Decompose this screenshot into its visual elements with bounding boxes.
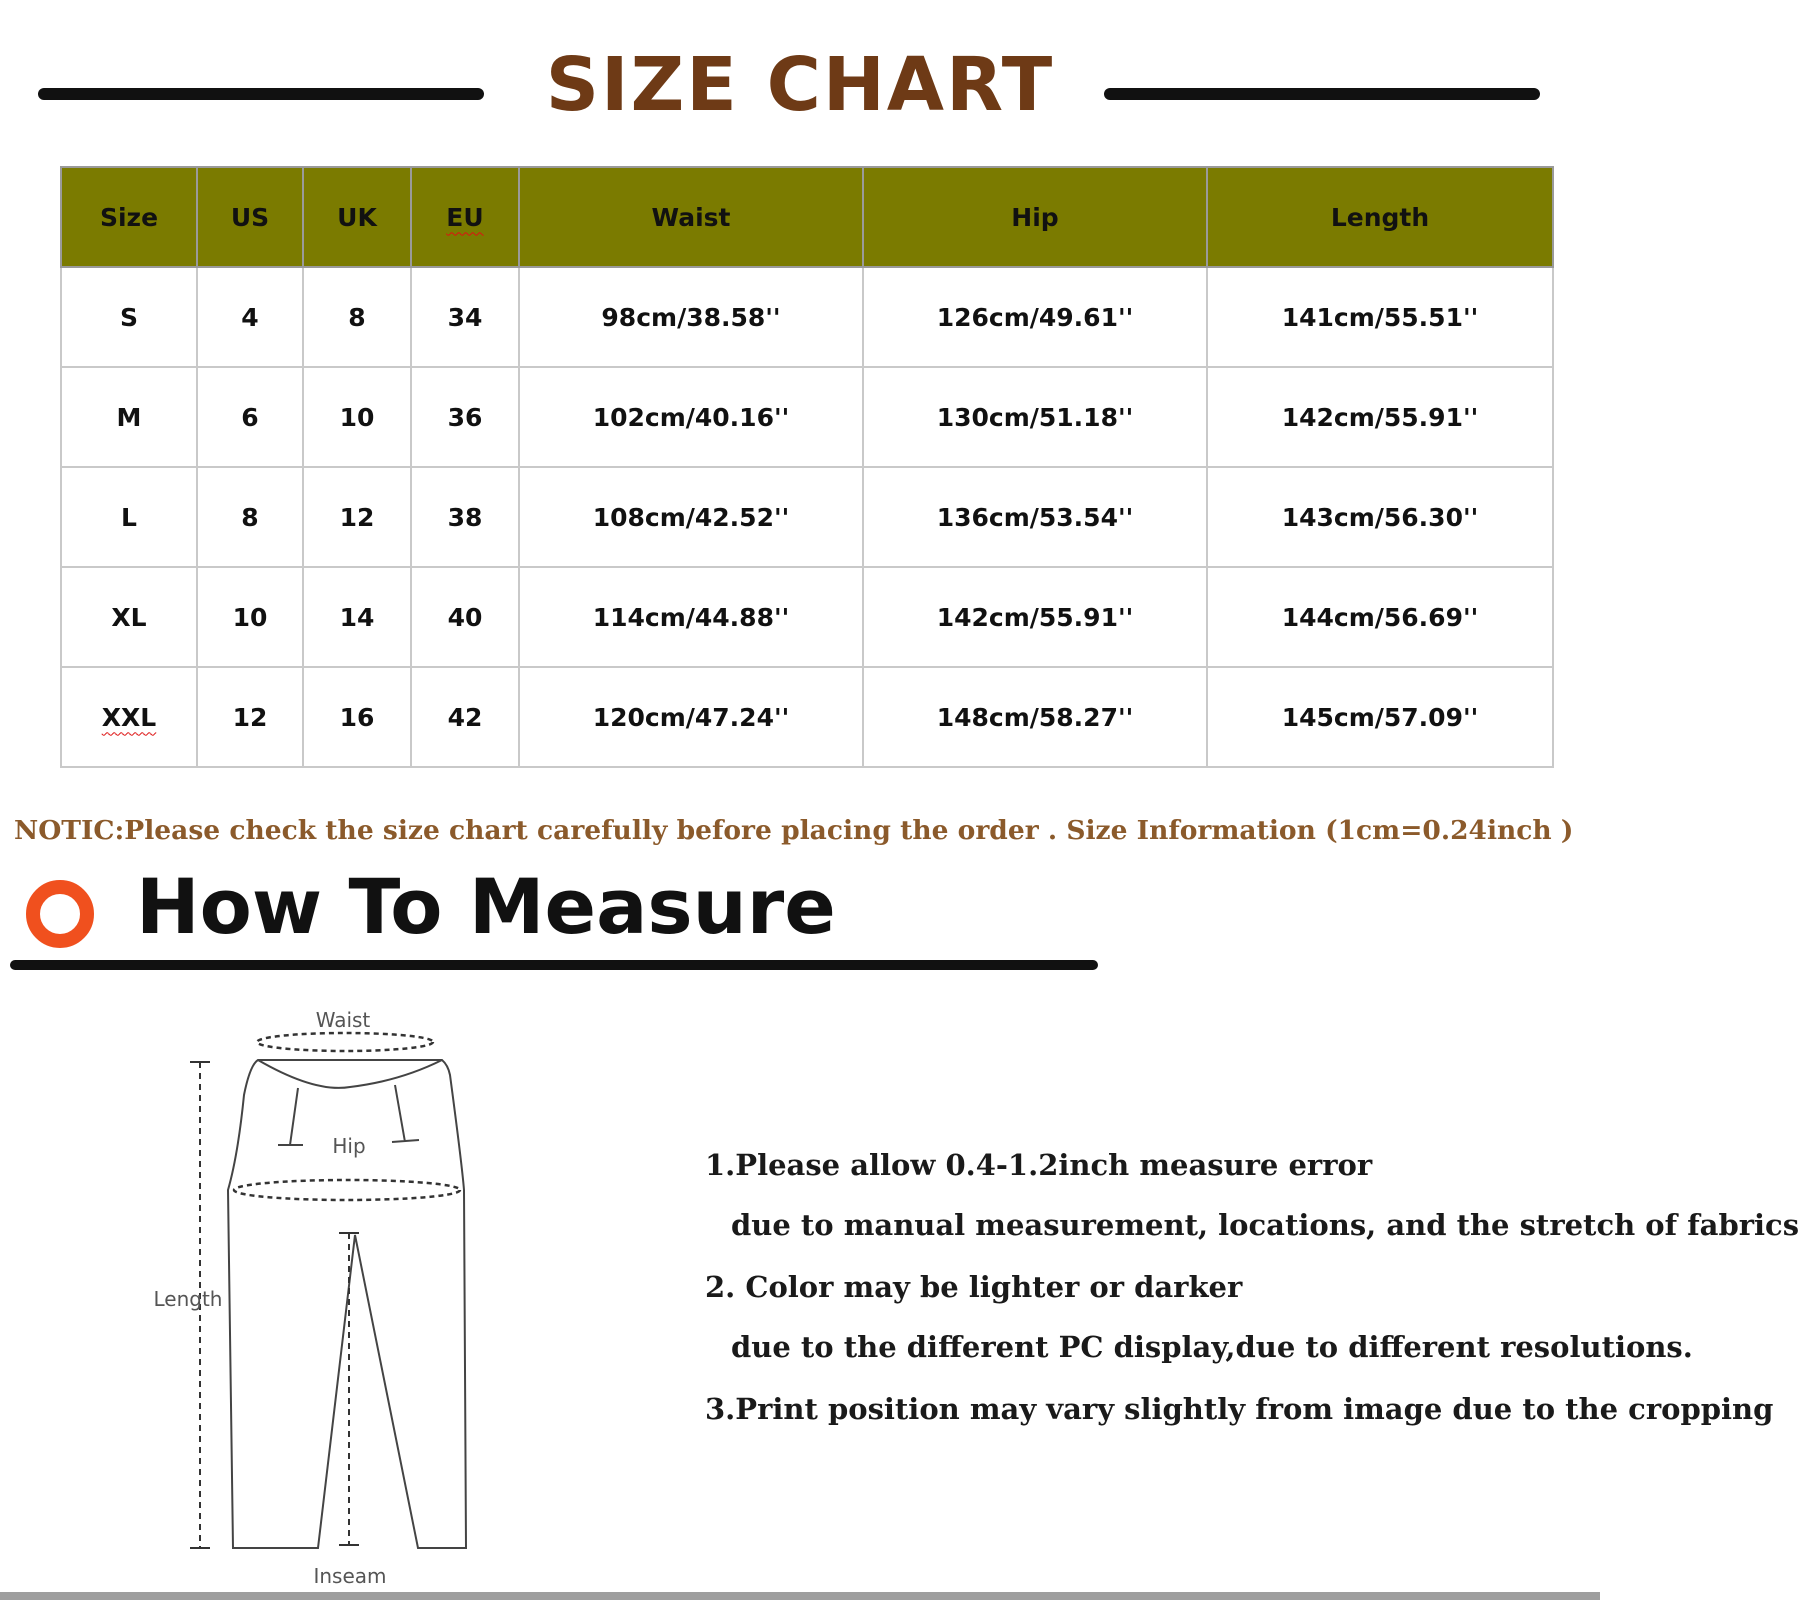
- cell-size: M: [61, 367, 197, 467]
- pocket-left-line: [278, 1088, 303, 1145]
- cell-hip: 148cm/58.27'': [863, 667, 1207, 767]
- cell-hip: 142cm/55.91'': [863, 567, 1207, 667]
- cell-size: S: [61, 267, 197, 367]
- pants-diagram: [140, 1005, 480, 1590]
- cell-eu: 36: [411, 367, 519, 467]
- waist-label: Waist: [315, 1008, 371, 1032]
- cell-eu: 42: [411, 667, 519, 767]
- cell-hip: 126cm/49.61'': [863, 267, 1207, 367]
- measure-rule: [10, 960, 1098, 970]
- hip-measure-line: [234, 1180, 460, 1200]
- table-row: [61, 667, 1553, 767]
- cell-length: 145cm/57.09'': [1207, 667, 1553, 767]
- cell-us: 4: [197, 267, 303, 367]
- cell-uk: 12: [303, 467, 411, 567]
- column-header-hip: Hip: [863, 167, 1207, 267]
- cell-hip: 136cm/53.54'': [863, 467, 1207, 567]
- cell-hip: 130cm/51.18'': [863, 367, 1207, 467]
- column-header-uk: UK: [303, 167, 411, 267]
- cell-eu: 40: [411, 567, 519, 667]
- cell-size-label: XXL: [101, 702, 157, 732]
- note-1-line-2: due to manual measurement, locations, and the stretch of fabrics: [731, 1208, 1799, 1242]
- waist-measure-line: [257, 1033, 433, 1051]
- column-header-eu: [411, 167, 519, 267]
- cell-length: 142cm/55.91'': [1207, 367, 1553, 467]
- note-1-line-1: 1.Please allow 0.4-1.2inch measure error: [705, 1148, 1373, 1182]
- table-header-row: [61, 167, 1553, 267]
- table-row: [61, 467, 1553, 567]
- how-to-measure-heading: How To Measure: [136, 862, 836, 951]
- list-item: [705, 1270, 1693, 1364]
- cell-waist: 120cm/47.24'': [519, 667, 863, 767]
- cell-us: 12: [197, 667, 303, 767]
- cell-eu: 38: [411, 467, 519, 567]
- note-2-line-1: 2. Color may be lighter or darker: [705, 1270, 1243, 1304]
- list-item: [705, 1392, 1774, 1426]
- column-header-eu-label: EU: [446, 202, 484, 232]
- pocket-right-line: [392, 1085, 419, 1142]
- waistband-line: [258, 1060, 442, 1088]
- bottom-border: [0, 1592, 1600, 1600]
- cell-eu: 34: [411, 267, 519, 367]
- cell-uk: 10: [303, 367, 411, 467]
- notes-list: [705, 1148, 1799, 1454]
- note-3-line-1: 3.Print position may vary slightly from image due to the cropping: [705, 1392, 1774, 1426]
- cell-uk: 8: [303, 267, 411, 367]
- inseam-label: Inseam: [313, 1564, 387, 1588]
- cell-us: 8: [197, 467, 303, 567]
- column-header-size: Size: [61, 167, 197, 267]
- ring-icon: [26, 880, 94, 948]
- hip-label: Hip: [332, 1134, 366, 1158]
- title-rule-right: [1104, 88, 1540, 100]
- cell-length: 141cm/55.51'': [1207, 267, 1553, 367]
- column-header-length: Length: [1207, 167, 1553, 267]
- cell-size: XL: [61, 567, 197, 667]
- title-rule-left: [38, 88, 484, 100]
- table-row: [61, 267, 1553, 367]
- cell-waist: 102cm/40.16'': [519, 367, 863, 467]
- note-2-line-2: due to the different PC display,due to different resolutions.: [731, 1330, 1693, 1364]
- length-label: Length: [153, 1287, 223, 1311]
- cell-waist: 98cm/38.58'': [519, 267, 863, 367]
- table-row: [61, 367, 1553, 467]
- column-header-us: US: [197, 167, 303, 267]
- column-header-waist: Waist: [519, 167, 863, 267]
- list-item: [705, 1148, 1799, 1242]
- cell-size: [61, 667, 197, 767]
- cell-us: 10: [197, 567, 303, 667]
- cell-us: 6: [197, 367, 303, 467]
- cell-uk: 14: [303, 567, 411, 667]
- cell-length: 144cm/56.69'': [1207, 567, 1553, 667]
- cell-waist: 114cm/44.88'': [519, 567, 863, 667]
- page-title: SIZE CHART: [545, 42, 1055, 128]
- size-table: [60, 166, 1554, 768]
- size-notice: NOTIC:Please check the size chart carefully before placing the order . Size Information (1cm=0.24inch ): [14, 815, 1574, 846]
- cell-size: L: [61, 467, 197, 567]
- cell-length: 143cm/56.30'': [1207, 467, 1553, 567]
- cell-uk: 16: [303, 667, 411, 767]
- table-row: [61, 567, 1553, 667]
- cell-waist: 108cm/42.52'': [519, 467, 863, 567]
